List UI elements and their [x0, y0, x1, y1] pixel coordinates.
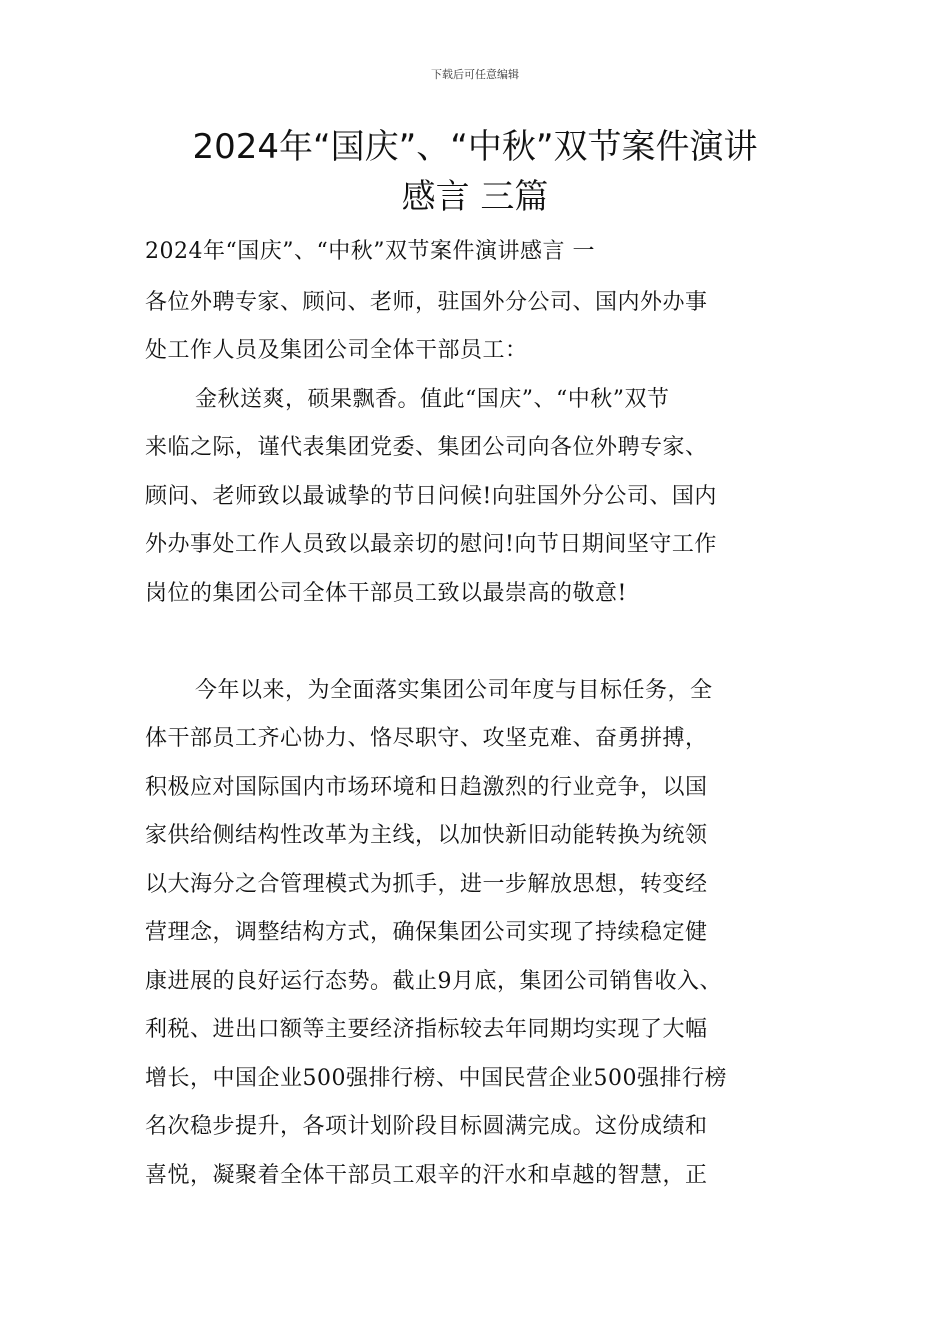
title-line-2: 感言 三篇	[401, 177, 549, 217]
paragraph-line: 岗位的集团公司全体干部员工致以最崇高的敬意!	[145, 580, 627, 606]
paragraph-line: 利税、进出口额等主要经济指标较去年同期均实现了大幅	[145, 1017, 708, 1042]
document-title	[120, 122, 830, 222]
header-note: 下载后可任意编辑	[431, 68, 519, 81]
salutation-line-2: 处工作人员及集团公司全体干部员工：	[145, 338, 528, 363]
salutation-line-1: 各位外聘专家、顾问、老师，驻国外分公司、国内外办事	[145, 289, 708, 315]
paragraph-line: 顾问、老师致以最诚挚的节日问候!向驻国外分公司、国内	[145, 483, 717, 509]
paragraph-line: 来临之际，谨代表集团党委、集团公司向各位外聘专家、	[145, 435, 708, 460]
paragraph-line: 名次稳步提升，各项计划阶段目标圆满完成。这份成绩和	[145, 1114, 708, 1139]
paragraph-line: 积极应对国际国内市场环境和日趋激烈的行业竞争，以国	[145, 774, 708, 800]
paragraph-line: 以大海分之合管理模式为抓手，进一步解放思想，转变经	[145, 871, 708, 897]
paragraph-1	[145, 376, 810, 619]
paragraph-line: 康进展的良好运行态势。截止9月底，集团公司销售收入、	[145, 968, 722, 994]
paragraph-line: 家供给侧结构性改革为主线，以加快新旧动能转换为统领	[145, 823, 708, 848]
salutation	[145, 279, 810, 376]
paragraph-line: 营理念，调整结构方式，确保集团公司实现了持续稳定健	[145, 920, 708, 945]
title-line-1: 2024年“国庆”、“中秋”双节案件演讲	[192, 127, 758, 167]
paragraph-line: 外办事处工作人员致以最亲切的慰问!向节日期间坚守工作	[145, 532, 717, 557]
paragraph-2	[145, 667, 810, 1201]
paragraph-line: 喜悦，凝聚着全体干部员工艰辛的汗水和卓越的智慧，正	[145, 1162, 708, 1188]
sub-heading: 2024年“国庆”、“中秋”双节案件演讲感言 一	[145, 239, 595, 264]
paragraph-line: 增长，中国企业500强排行榜、中国民营企业500强排行榜	[145, 1065, 727, 1091]
paragraph-spacer	[145, 618, 810, 667]
paragraph-line: 体干部员工齐心协力、恪尽职守、攻坚克难、奋勇拼搏，	[145, 726, 708, 751]
paragraph-line: 今年以来，为全面落实集团公司年度与目标任务，全	[195, 677, 713, 703]
paragraph-line: 金秋送爽，硕果飘香。值此“国庆”、“中秋”双节	[195, 386, 670, 412]
document-body	[145, 228, 810, 1200]
